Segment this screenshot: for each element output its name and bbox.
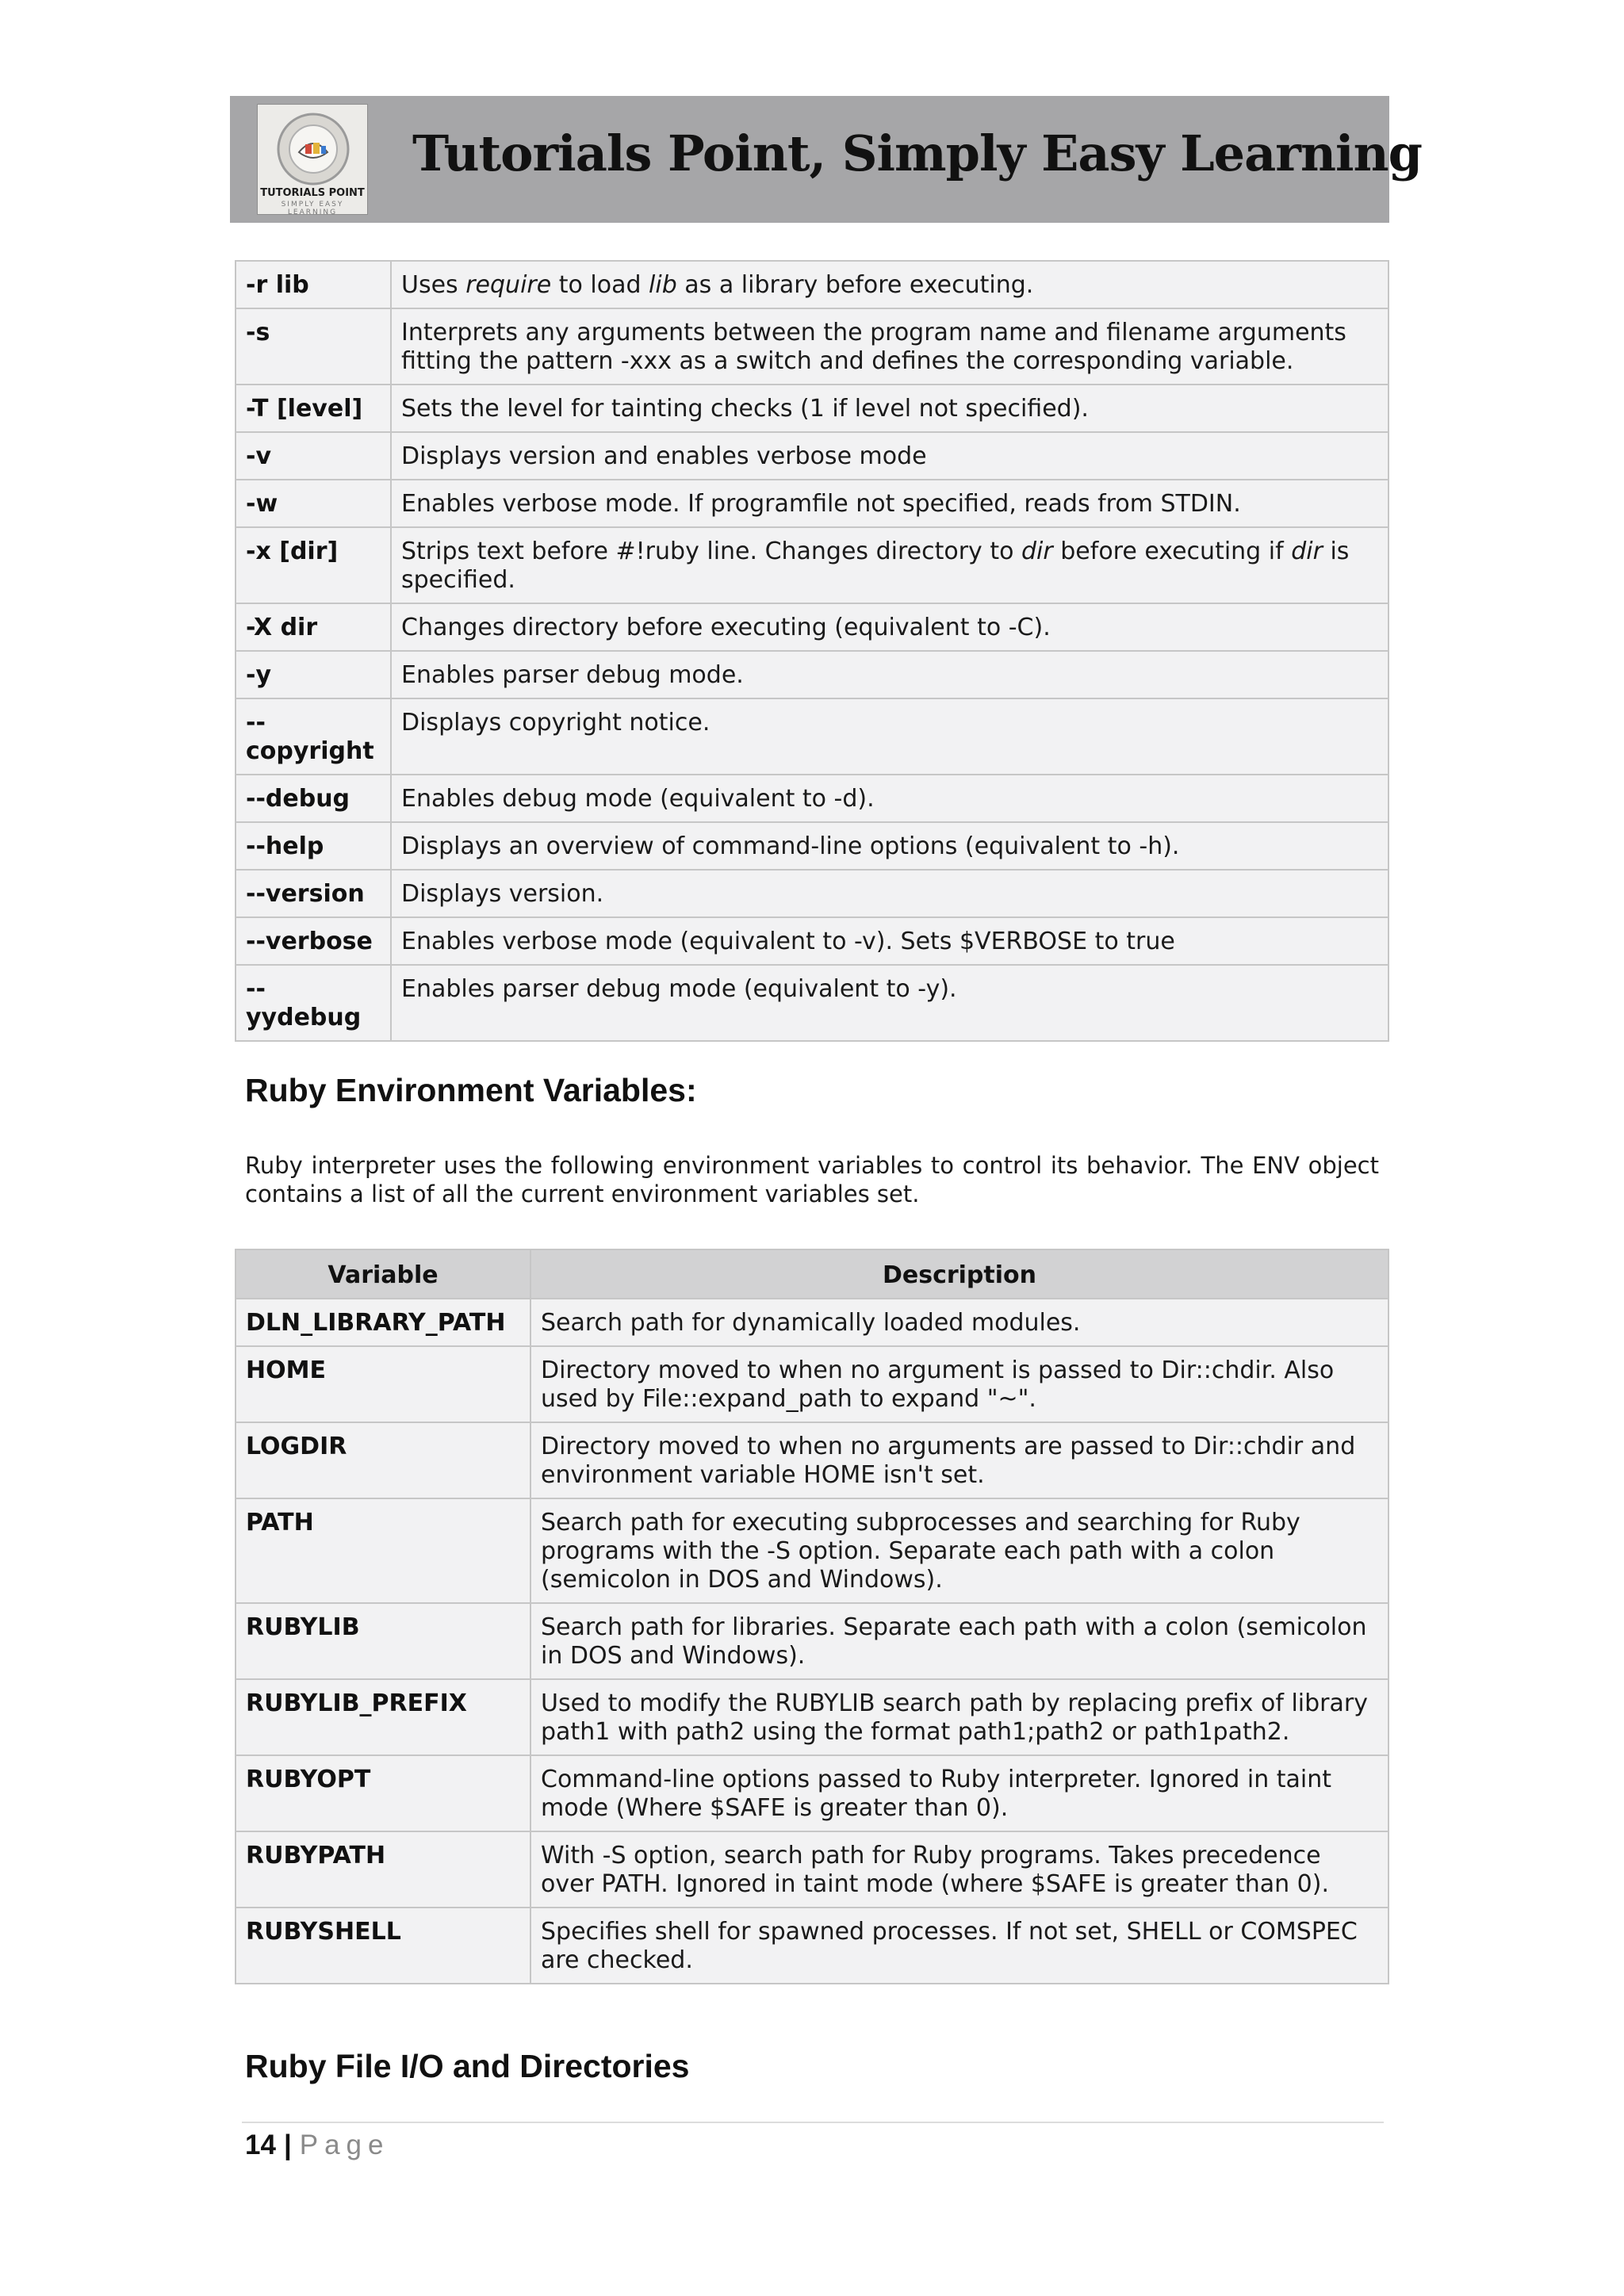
page-footer [245,2130,389,2161]
header-banner [230,96,1423,223]
table-row [236,480,1388,527]
table-row [236,965,1388,1041]
logo-text: TUTORIALS POINT [260,187,365,199]
variable-name: RUBYSHELL [236,1908,530,1984]
column-header-description: Description [530,1249,1388,1299]
table-row [236,527,1388,603]
table-header-row [236,1249,1388,1299]
option-description: Enables debug mode (equivalent to -d). [391,775,1388,822]
column-header-variable: Variable [236,1249,530,1299]
option-key: --debug [236,775,391,822]
environment-variables-table [235,1249,1389,1984]
variable-name: DLN_LIBRARY_PATH [236,1299,530,1346]
variable-name: LOGDIR [236,1422,530,1498]
tutorials-point-logo [257,104,368,215]
option-description: Sets the level for tainting checks (1 if level not specified). [391,385,1388,432]
table-row [236,917,1388,965]
table-row [236,385,1388,432]
option-key: -y [236,651,391,698]
table-row [236,870,1388,917]
option-key: -w [236,480,391,527]
variable-description: Command-line options passed to Ruby interpreter. Ignored in taint mode (Where $SAFE is greater than 0). [530,1755,1388,1831]
variable-description: Used to modify the RUBYLIB search path by replacing prefix of library path1 with path2 using the format path1;path2 or path1path2. [530,1679,1388,1755]
option-description: Displays version and enables verbose mode [391,432,1388,480]
option-description: Strips text before #!ruby line. Changes directory to dir before executing if dir is specified. [391,527,1388,603]
variable-description: With -S option, search path for Ruby programs. Takes precedence over PATH. Ignored in taint mode (where $SAFE is greater than 0). [530,1831,1388,1908]
logo-emblem-icon [258,105,369,187]
variable-name: PATH [236,1498,530,1603]
variable-description: Directory moved to when no arguments are passed to Dir::chdir and environment variable HOME isn't set. [530,1422,1388,1498]
table-row [236,432,1388,480]
option-key: -x [dir] [236,527,391,603]
option-key: -v [236,432,391,480]
option-key: --yydebug [236,965,391,1041]
table-row [236,1908,1388,1984]
table-row [236,651,1388,698]
option-key: --copyright [236,698,391,775]
table-row [236,698,1388,775]
option-key: --help [236,822,391,870]
variable-description: Specifies shell for spawned processes. If not set, SHELL or COMSPEC are checked. [530,1908,1388,1984]
table-row [236,1679,1388,1755]
variable-description: Search path for executing subprocesses and searching for Ruby programs with the -S option. Separate each path with a colon (semicolon in DOS and Windows). [530,1498,1388,1603]
table-row [236,1831,1388,1908]
section-heading-file-io: Ruby File I/O and Directories [245,2048,690,2084]
table-row [236,1755,1388,1831]
variable-name: RUBYOPT [236,1755,530,1831]
option-description: Enables parser debug mode (equivalent to -y). [391,965,1388,1041]
option-key: -X dir [236,603,391,651]
logo-subtext: SIMPLY EASY LEARNING [281,201,344,216]
footer-separator: | [283,2130,292,2160]
table-row [236,261,1388,308]
option-key: --verbose [236,917,391,965]
table-row [236,775,1388,822]
page-title: Tutorials Point, Simply Easy Learning [412,124,1423,182]
option-description: Uses require to load lib as a library before executing. [391,261,1388,308]
variable-name: RUBYLIB [236,1603,530,1679]
option-description: Changes directory before executing (equivalent to -C). [391,603,1388,651]
option-description: Displays version. [391,870,1388,917]
page-label: Page [299,2130,390,2160]
option-key: --version [236,870,391,917]
variable-description: Search path for dynamically loaded modules. [530,1299,1388,1346]
footer-divider [242,2122,1384,2123]
variable-description: Search path for libraries. Separate each path with a colon (semicolon in DOS and Windows). [530,1603,1388,1679]
table-row [236,1346,1388,1422]
table-row [236,308,1388,385]
option-description: Interprets any arguments between the program name and filename arguments fitting the pattern -xxx as a switch and defines the corresponding variable. [391,308,1388,385]
option-description: Displays an overview of command-line options (equivalent to -h). [391,822,1388,870]
option-description: Enables parser debug mode. [391,651,1388,698]
table-row [236,603,1388,651]
command-line-options-table [235,260,1389,1042]
option-key: -s [236,308,391,385]
table-row [236,1603,1388,1679]
page-number: 14 [245,2130,276,2160]
section-heading-env: Ruby Environment Variables: [245,1072,697,1108]
table-row [236,1299,1388,1346]
option-key: -T [level] [236,385,391,432]
option-description: Enables verbose mode (equivalent to -v). Sets $VERBOSE to true [391,917,1388,965]
variable-name: RUBYPATH [236,1831,530,1908]
table-row [236,1498,1388,1603]
table-row [236,822,1388,870]
variable-description: Directory moved to when no argument is passed to Dir::chdir. Also used by File::expand_path to expand "~". [530,1346,1388,1422]
env-intro-paragraph: Ruby interpreter uses the following environment variables to control its behavior. The ENV object contains a list of all the current environment variables set. [245,1152,1379,1207]
option-description: Enables verbose mode. If programfile not specified, reads from STDIN. [391,480,1388,527]
variable-name: RUBYLIB_PREFIX [236,1679,530,1755]
variable-name: HOME [236,1346,530,1422]
option-description: Displays copyright notice. [391,698,1388,775]
option-key: -r lib [236,261,391,308]
table-row [236,1422,1388,1498]
